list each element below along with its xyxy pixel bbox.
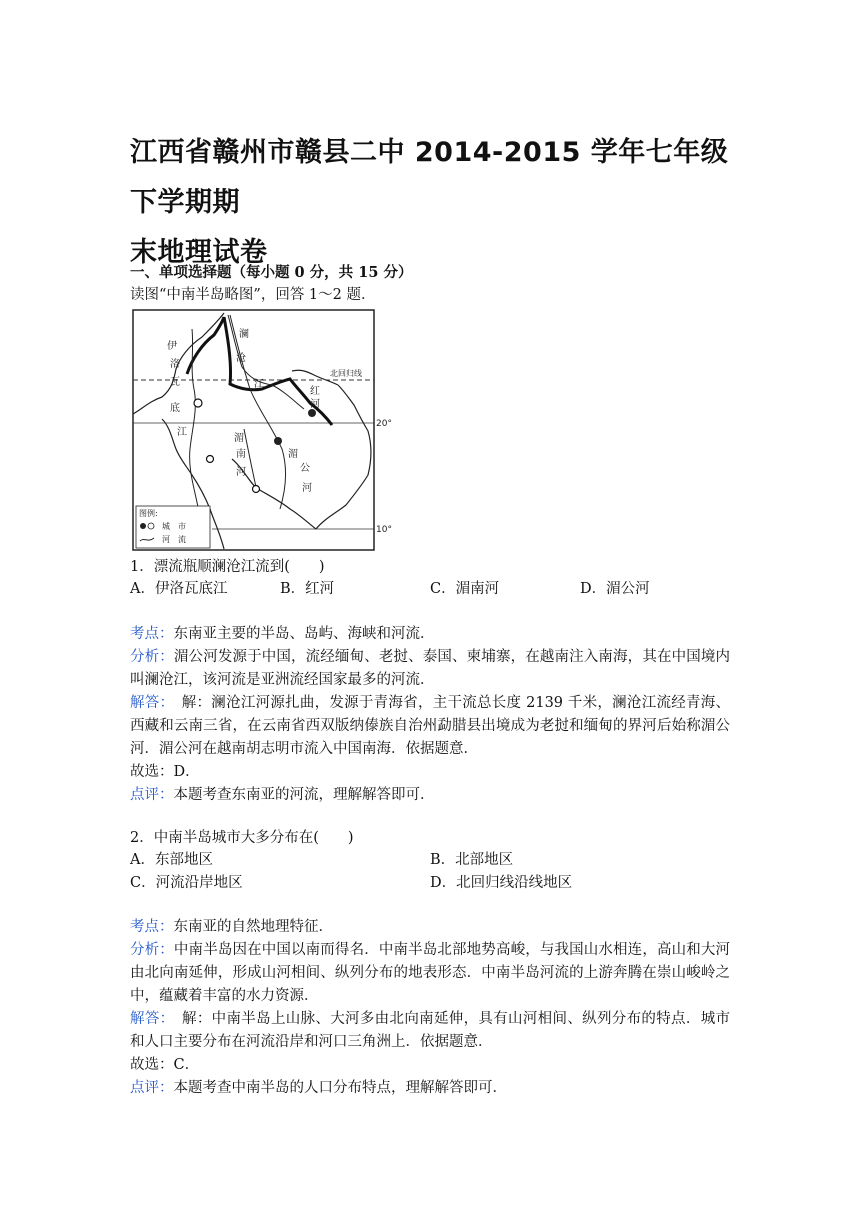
legend-title: 图例: [139, 509, 158, 518]
map-label: 红 [310, 386, 320, 397]
q1-option-b: B．红河 [280, 581, 335, 597]
q2-kaodian-text: 东南亚的自然地理特征． [173, 919, 333, 935]
q2-jieda-text: 解：中南半岛上山脉、大河多由北向南延伸，具有山河相间、纵列分布的特点．城市和人口主要分布在河流沿岸和河口三角洲上．依据题意． [130, 1011, 731, 1050]
city-marker [207, 456, 214, 463]
q2-dianping [130, 1077, 730, 1100]
jieda-label: 解答： [130, 1011, 168, 1027]
dianping-label: 点评： [130, 1080, 174, 1096]
city-marker [308, 409, 316, 417]
indochina-map [132, 309, 390, 552]
q2-option-c: C．河流沿岸地区 [130, 875, 243, 891]
map-label: 河 [236, 467, 246, 478]
q1-jieda [130, 692, 730, 761]
q1-fenxi [130, 646, 730, 692]
tropic-label: 北回归线 [330, 369, 362, 378]
q2-option-a: A．东部地区 [130, 852, 213, 868]
q1-options [130, 578, 730, 601]
q1-choice: 故选：D． [130, 764, 200, 780]
q2-dianping-text: 本题考查中南半岛的人口分布特点，理解解答即可． [173, 1080, 507, 1096]
q2-option-b: B．北部地区 [430, 852, 514, 868]
map-legend [136, 506, 210, 548]
title-line-2: 末地理试卷 [130, 237, 268, 268]
q1-kaodian-text: 东南亚主要的半岛、岛屿、海峡和河流． [173, 626, 435, 642]
city-marker [194, 399, 202, 407]
map-label: 河 [302, 483, 312, 494]
city-marker [253, 486, 260, 493]
q2-kaodian [130, 916, 730, 939]
map-label: 沧 [236, 353, 246, 364]
q2-option-d: D．北回归线沿线地区 [430, 875, 573, 891]
q1-option-a: A．伊洛瓦底江 [130, 581, 228, 597]
kaodian-label: 考点： [130, 919, 174, 935]
map-label: 公 [300, 463, 310, 474]
q2-fenxi [130, 939, 730, 1008]
document-title [130, 128, 750, 278]
q1-jieda-text: 解：澜沧江河源扎曲，发源于青海省，主干流总长度 2139 千米，澜沧江流经青海、西藏和云南三省，在云南省西双版纳傣族自治州勐腊县出境成为老挝和缅甸的界河后始称湄公河．湄公河在越南胡志明市流入中国南海．依据题意． [130, 695, 730, 757]
title-line-1: 江西省赣州市赣县二中 2014-2015 学年七年级下学期期 [130, 137, 729, 218]
q1-option-c: C．湄南河 [430, 581, 500, 597]
kaodian-label: 考点： [130, 626, 174, 642]
q1-kaodian [130, 623, 730, 646]
q2-stem: 2．中南半岛城市大多分布在( ) [130, 830, 354, 846]
legend-river: 河 流 [162, 535, 186, 544]
map-label: 瓦 [170, 377, 180, 388]
map-label: 洛 [170, 359, 180, 370]
q2-choice: 故选：C． [130, 1057, 200, 1073]
instruction-text: 读图“中南半岛略图”，回答 1～2 题． [130, 287, 376, 303]
map-label: 伊 [167, 341, 177, 352]
map-label: 江 [254, 379, 264, 390]
jieda-label: 解答： [130, 695, 168, 711]
map-label: 湄 [234, 433, 244, 444]
map-label: 南 [236, 449, 246, 460]
legend-city: 城 市 [162, 522, 186, 531]
q2-fenxi-text: 中南半岛因在中国以南而得名．中南半岛北部地势高峻，与我国山水相连，高山和大河由北向南延伸，形成山河相间、纵列分布的地表形态．中南半岛河流的上游奔腾在崇山峻岭之中，蕴藏着丰富的水力资源． [130, 942, 731, 1004]
fenxi-label: 分析： [130, 649, 174, 665]
q1-stem: 1．漂流瓶顺澜沧江流到( ) [130, 559, 325, 575]
q1-dianping [130, 784, 730, 807]
q2-jieda [130, 1008, 730, 1054]
city-marker [274, 437, 282, 445]
map-label: 澜 [239, 329, 249, 340]
dianping-label: 点评： [130, 787, 174, 803]
q1-option-d: D．湄公河 [580, 581, 650, 597]
q1-dianping-text: 本题考查东南亚的河流，理解解答即可． [173, 787, 435, 803]
map-label: 湄 [288, 449, 298, 460]
q2-options [130, 849, 730, 895]
lat-10-label: 10° [376, 525, 392, 535]
lat-20-label: 20° [376, 419, 392, 429]
section-heading: 一、单项选择题（每小题 0 分，共 15 分） [130, 264, 413, 281]
map-label: 江 [177, 427, 187, 438]
q1-fenxi-text: 湄公河发源于中国，流经缅甸、老挝、泰国、柬埔寨，在越南注入南海，其在中国境内叫澜沧江，该河流是亚洲流经国家最多的河流． [130, 649, 731, 688]
fenxi-label: 分析： [130, 942, 174, 958]
map-label: 底 [170, 403, 180, 414]
map-label: 河 [310, 399, 320, 410]
